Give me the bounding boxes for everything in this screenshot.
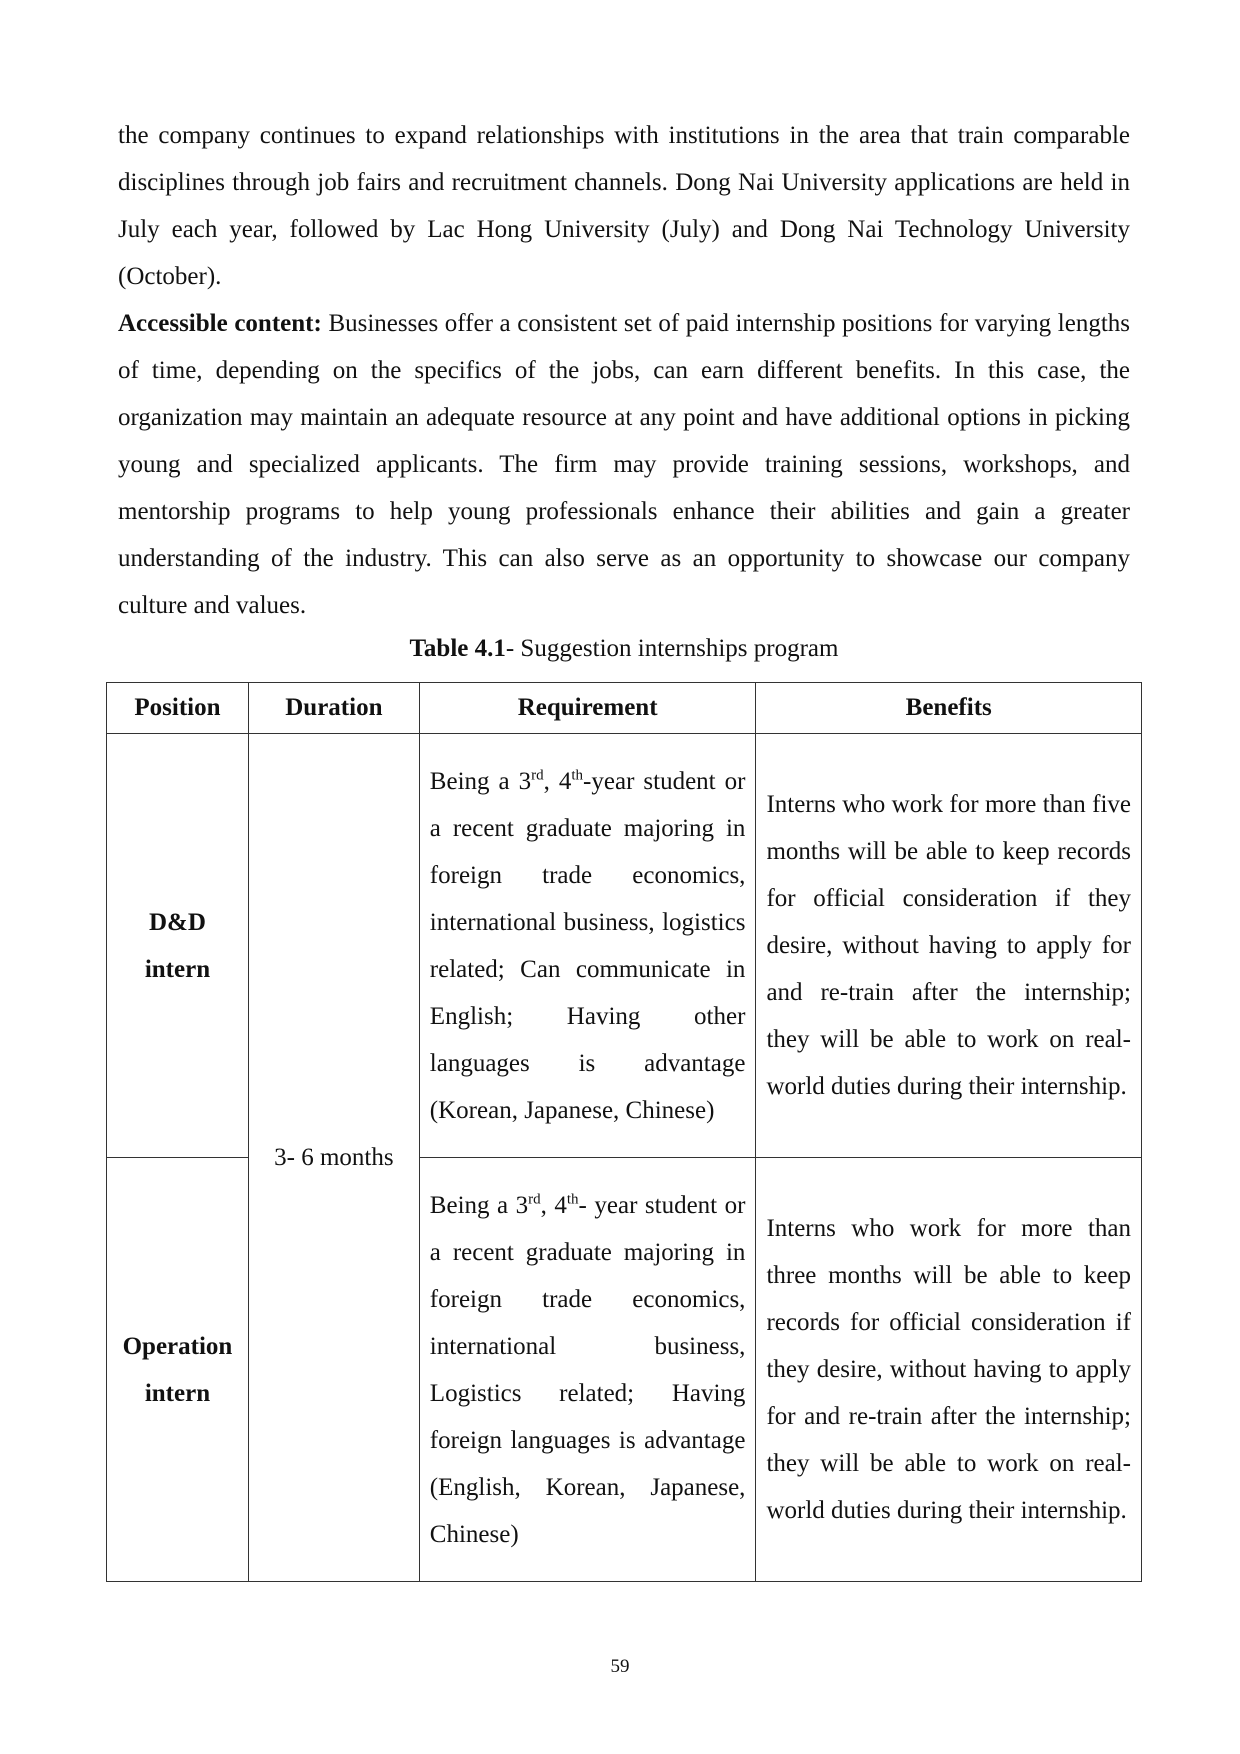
requirement-cell: [419, 734, 756, 1158]
requirement-cell: [419, 1158, 756, 1582]
document-body: [118, 112, 1130, 669]
position-name: D&D: [149, 908, 206, 936]
position-type: intern: [144, 1379, 211, 1407]
position-name: Operation: [122, 1332, 233, 1360]
position-cell: [107, 1158, 249, 1582]
page-number: 59: [610, 1656, 630, 1677]
table-caption-text: - Suggestion internships program: [505, 635, 839, 662]
req-text-a: Being a 3: [429, 767, 532, 795]
position-type: intern: [144, 955, 211, 983]
paragraph-2-lead: Accessible content:: [118, 310, 322, 337]
req-text-c: - year student or a recent graduate majoring in foreign trade economics, international business, Logistics related; Having foreign languages is advantage (English, Korean, Japanese, Chinese): [429, 1191, 746, 1548]
table-header-row: [107, 683, 1142, 734]
header-position: Position: [107, 683, 249, 734]
req-text-b: , 4: [543, 767, 572, 795]
table-caption: [118, 629, 1130, 669]
req-sup-2: th: [566, 1191, 579, 1208]
req-text-a: Being a 3: [429, 1191, 529, 1219]
req-sup-2: th: [571, 767, 584, 784]
paragraph-1: the company continues to expand relationships with institutions in the area that train comparable disciplines through job fairs and recruitment channels. Dong Nai University applications are held in July each year, followed by Lac Hong University (July) and Dong Nai Technology University (October).: [118, 122, 1130, 290]
paragraph-2: [118, 300, 1130, 629]
header-benefits: Benefits: [756, 683, 1142, 734]
position-cell: [107, 734, 249, 1158]
internships-table: [106, 682, 1142, 1582]
paragraph-2-text: Businesses offer a consistent set of paid internship positions for varying lengths of time, depending on the specifics of the jobs, can earn different benefits. In this case, the organization may maintain an adequate resource at any point and have additional options in picking young and specialized applicants. The firm may provide training sessions, workshops, and mentorship programs to help young professionals enhance their abilities and gain a greater understanding of the industry. This can also serve as an opportunity to showcase our company culture and values.: [118, 310, 1131, 619]
req-sup-1: rd: [531, 767, 544, 784]
req-text-c: -year student or a recent graduate majoring in foreign trade economics, international business, logistics related; Can communicate in English; Having other languages is advantage (Korean, Japanese, Chinese): [429, 767, 746, 1124]
header-requirement: Requirement: [419, 683, 756, 734]
table-row: [107, 734, 1142, 1158]
duration-cell: 3- 6 months: [248, 734, 419, 1582]
benefits-cell: Interns who work for more than five months will be able to keep records for official consideration if they desire, without having to apply for and re-train after the internship; they will be able to work on real-world duties during their internship.: [756, 734, 1142, 1158]
header-duration: Duration: [248, 683, 419, 734]
benefits-cell: Interns who work for more than three months will be able to keep records for official consideration if they desire, without having to apply for and re-train after the internship; they will be able to work on real-world duties during their internship.: [756, 1158, 1142, 1582]
table-caption-label: Table 4.1: [409, 635, 506, 662]
req-text-b: , 4: [540, 1191, 567, 1219]
req-sup-1: rd: [528, 1191, 541, 1208]
